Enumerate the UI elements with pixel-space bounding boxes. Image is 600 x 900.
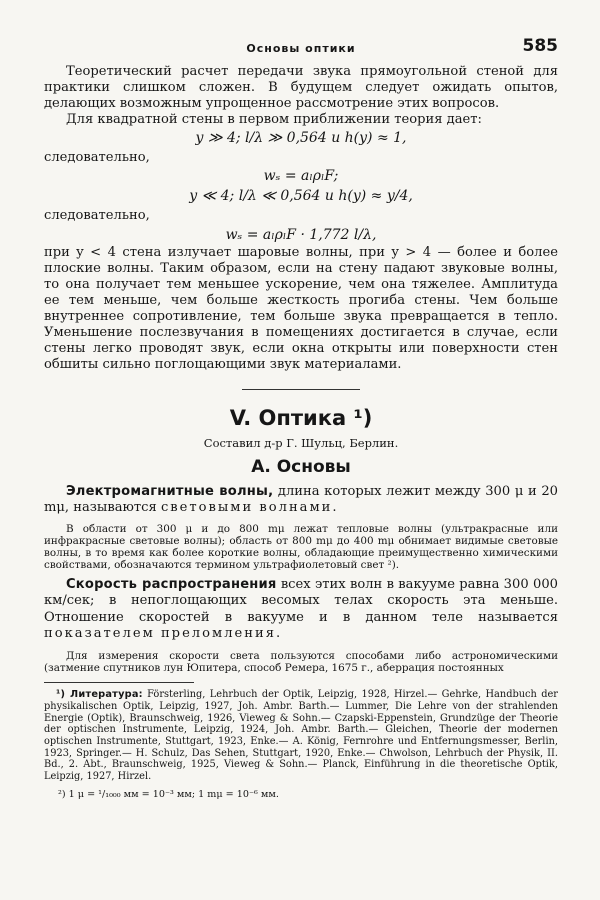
section-divider <box>242 389 360 390</box>
footnote-divider <box>44 682 194 683</box>
sledovatelno-label-1: следовательно, <box>44 150 150 166</box>
footnote-1 <box>44 689 558 783</box>
acoustics-paragraph-1: Теоретический расчет передачи звука прямоугольной стеной для практики слишком сложен. В будущем следует ожидать опытов, делающих возможным упрощенное рассмотрение этих вопросов. <box>44 64 558 112</box>
speed-text: всех этих волн в вакууме равна 300 000 км/сек; в непоглощающих весомых телах скорость эта меньше. Отношение скоростей в вакууме и в данном теле называется <box>44 577 558 625</box>
condition-1: y ≫ 4; l/λ ≫ 0,564 и h(y) ≈ 1, <box>195 130 407 147</box>
sledovatelno-label-2: следовательно, <box>44 208 150 224</box>
wave-ranges-paragraph: В области от 300 μ и до 800 mμ лежат тепловые волны (ультракрасные или инфракрасные световые волны); область от 800 mμ до 400 mμ обнимает видимые световые волны, в то время как более короткие волны, обладающие преимущественно химическими свойствами, обозначаются термином ультрафиолетовый свет ²). <box>44 522 558 572</box>
refractive-index-term: показателем преломления. <box>44 625 283 641</box>
footnote-1-label: ¹) Литература: <box>56 689 143 701</box>
em-waves-term: Электромагнитные волны, <box>66 484 274 500</box>
section-title: V. Оптика ¹) <box>229 406 373 431</box>
subsection-title: А. Основы <box>251 457 351 478</box>
em-waves-text: длина которых лежит между 300 μ и 20 mμ, называются <box>44 484 558 516</box>
running-title: Основы оптики <box>246 42 356 55</box>
author-byline: Составил д-р Г. Шульц, Берлин. <box>203 436 399 451</box>
page-number: 585 <box>522 36 558 56</box>
speed-paragraph <box>44 577 558 641</box>
footnote-2: ²) 1 μ = ¹/₁₀₀₀ мм = 10⁻³ мм; 1 mμ = 10⁻⁶ мм. <box>58 788 279 800</box>
acoustics-paragraph-2: Для квадратной стены в первом приближении теория дает: <box>66 112 482 128</box>
equation-2: wₛ = aₗρₗF · 1,772 l/λ, <box>225 226 377 243</box>
acoustics-section <box>44 64 558 373</box>
acoustics-paragraph-3: при y < 4 стена излучает шаровые волны, при y > 4 — более и более плоские волны. Таким образом, если на стену падают звуковые волны, то она получает тем меньшее ускорение, чем она тяжелее. Амплитуда ее тем меньше, чем больше жесткость прогиба стены. Чем больше внутреннее сопротивление, тем больше звука превращается в тепло. Уменьшение послезвучания в помещениях достигается в случае, если стены легко проводят звук, если окна открыты или поверхности стен обшиты сильно поглощающими звук материалами. <box>44 244 558 373</box>
measurement-paragraph: Для измерения скорости света пользуются способами либо астрономическими (затмение спутников лун Юпитера, способ Ремера, 1675 г., аберрация постоянных <box>44 649 558 674</box>
em-waves-paragraph <box>44 484 558 516</box>
condition-2: y ≪ 4; l/λ ≪ 0,564 и h(y) ≈ y/4, <box>189 188 413 205</box>
speed-term: Скорость распространения <box>66 577 277 593</box>
light-waves-term: световыми волнами. <box>160 500 339 516</box>
page-header <box>44 32 558 58</box>
footnote-1-text: Försterling, Lehrbuch der Optik, Leipzig, 1928, Hirzel.— Gehrke, Handbuch der physikalischen Optik, Leipzig, 1927, Joh. Ambr. Barth.— Lummer, Die Lehre von der strahlenden Energie (Optik), Braunschweig, 1926, Vieweg & Sohn.— Czapski-Eppenstein, Grundzüge der Theorie der optischen Instrumente, Leipzig, 1924, Joh. Ambr. Barth.— Gleichen, Theorie der modernen optischen Instrumente, Stuttgart, 1923, Enke.— A. König, Fernrohre und Entfernungsmesser, Berlin, 1923, Springer.— H. Schulz, Das Sehen, Stuttgart, 1920, Enke.— Chwolson, Lehrbuch der Physik, II. Bd., 2. Abt., Braunschweig, 1925, Vieweg & Sohn.— Planck, Einführung in die theoretische Optik, Leipzig, 1927, Hirzel. <box>44 689 558 783</box>
equation-1: wₛ = aₗρₗF; <box>263 168 339 185</box>
